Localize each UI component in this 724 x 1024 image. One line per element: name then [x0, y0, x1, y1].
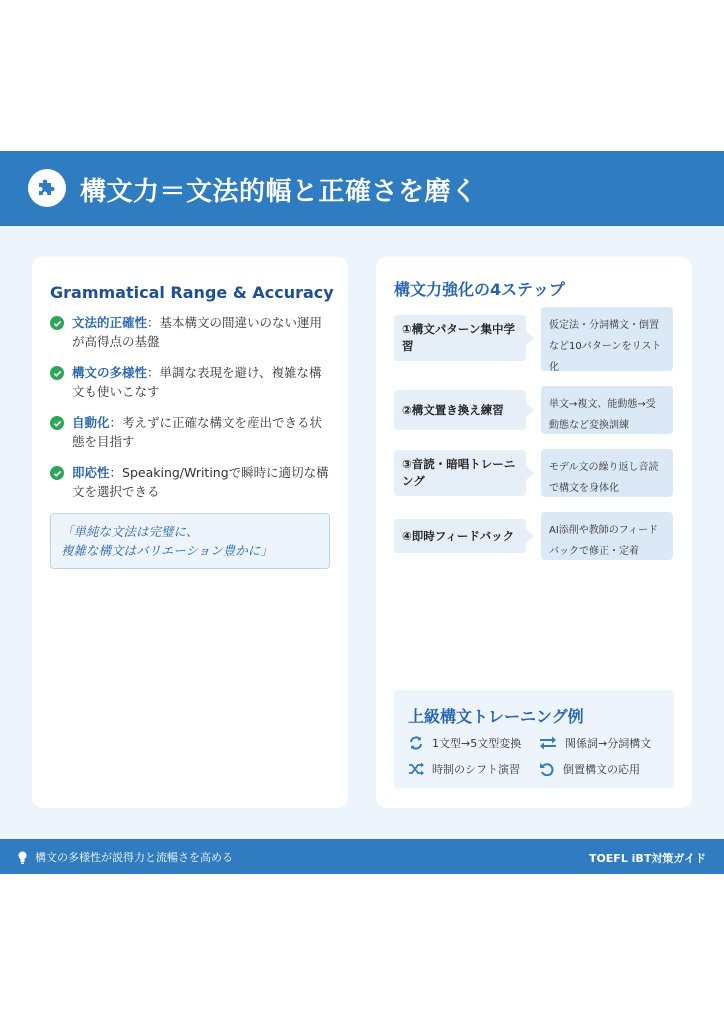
exchange-icon	[539, 736, 557, 750]
step-arrow	[526, 529, 534, 543]
lightbulb-icon	[18, 851, 27, 864]
advanced-item	[408, 735, 521, 751]
footer-bar	[0, 839, 724, 874]
point-text: ：Speaking/Writingで瞬時に適切な構文を選択できる	[72, 465, 329, 499]
step-arrow	[526, 331, 534, 345]
step-detail-text: 単文→複文、能動態→受動態など変換訓練	[549, 399, 656, 431]
advanced-item-label: 時制のシフト演習	[432, 763, 520, 776]
point-text: ：基本構文の間違いのない運用が高得点の基盤	[72, 315, 323, 349]
point-text: ：考えずに正確な構文を産出できる状態を目指す	[72, 415, 323, 449]
undo-icon	[539, 762, 555, 776]
point-keyword: 構文の多様性	[72, 365, 148, 380]
footer-brand: TOEFL iBT対策ガイド	[588, 852, 706, 865]
step-label-text: ③音読・暗唱トレーニング	[402, 457, 516, 488]
advanced-item-label: 倒置構文の応用	[563, 763, 640, 776]
point-keyword: 文法的正確性	[72, 315, 148, 330]
check-icon	[50, 316, 64, 330]
step-detail-text: 仮定法・分詞構文・倒置など10パターンをリスト化	[549, 320, 662, 373]
shuffle-icon	[408, 762, 424, 776]
advanced-title: 上級構文トレーニング例	[408, 707, 584, 726]
page-title: 構文力＝文法的幅と正確さを磨く	[80, 177, 478, 207]
quote-line: 複雑な構文はバリエーション豊かに」	[61, 543, 273, 558]
step-label	[394, 450, 526, 496]
steps-title: 構文力強化の4ステップ	[394, 280, 565, 299]
step-label-text: ④即時フィードバック	[402, 528, 515, 543]
overview-card	[32, 257, 348, 808]
step-arrow	[526, 466, 534, 480]
advanced-item	[539, 761, 640, 777]
step-detail	[541, 512, 673, 560]
step-detail	[541, 307, 673, 371]
step-detail-text: AI添削や教師のフィードバックで修正・定着	[549, 525, 658, 557]
step-label-text: ①構文パターン集中学習	[402, 322, 516, 353]
step-arrow	[526, 403, 534, 417]
header-bar	[0, 151, 724, 226]
advanced-box	[394, 690, 674, 788]
point-item	[50, 463, 334, 501]
quote-box	[50, 513, 330, 569]
advanced-item-label: 関係詞→分詞構文	[565, 737, 652, 750]
step-detail	[541, 449, 673, 497]
advanced-item-label: 1文型→5文型変換	[432, 737, 522, 750]
sync-icon	[408, 736, 424, 750]
check-icon	[50, 416, 64, 430]
step-detail	[541, 386, 673, 434]
step-label	[394, 315, 526, 361]
slide	[0, 151, 724, 874]
quote-line: 「単純な文法は完璧に、	[61, 524, 199, 539]
step-detail-text: モデル文の繰り返し音読で構文を身体化	[549, 462, 659, 494]
check-icon	[50, 366, 64, 380]
overview-title: Grammatical Range & Accuracy	[50, 283, 334, 302]
point-item	[50, 363, 334, 401]
step-label	[394, 519, 526, 553]
advanced-item	[408, 761, 520, 777]
puzzle-icon	[28, 169, 66, 207]
point-keyword: 自動化	[72, 415, 110, 430]
steps-card	[376, 257, 692, 808]
point-text: ：単調な表現を避け、複雑な構文も使いこなす	[72, 365, 322, 399]
step-label-text: ②構文置き換え練習	[402, 402, 504, 417]
point-item	[50, 413, 334, 451]
step-label	[394, 390, 526, 430]
footer-tip-text: 構文の多様性が説得力と流暢さを高める	[35, 851, 233, 864]
check-icon	[50, 466, 64, 480]
footer-tip	[18, 849, 233, 865]
point-keyword: 即応性	[72, 465, 110, 480]
advanced-item	[539, 735, 651, 751]
point-item	[50, 313, 334, 351]
